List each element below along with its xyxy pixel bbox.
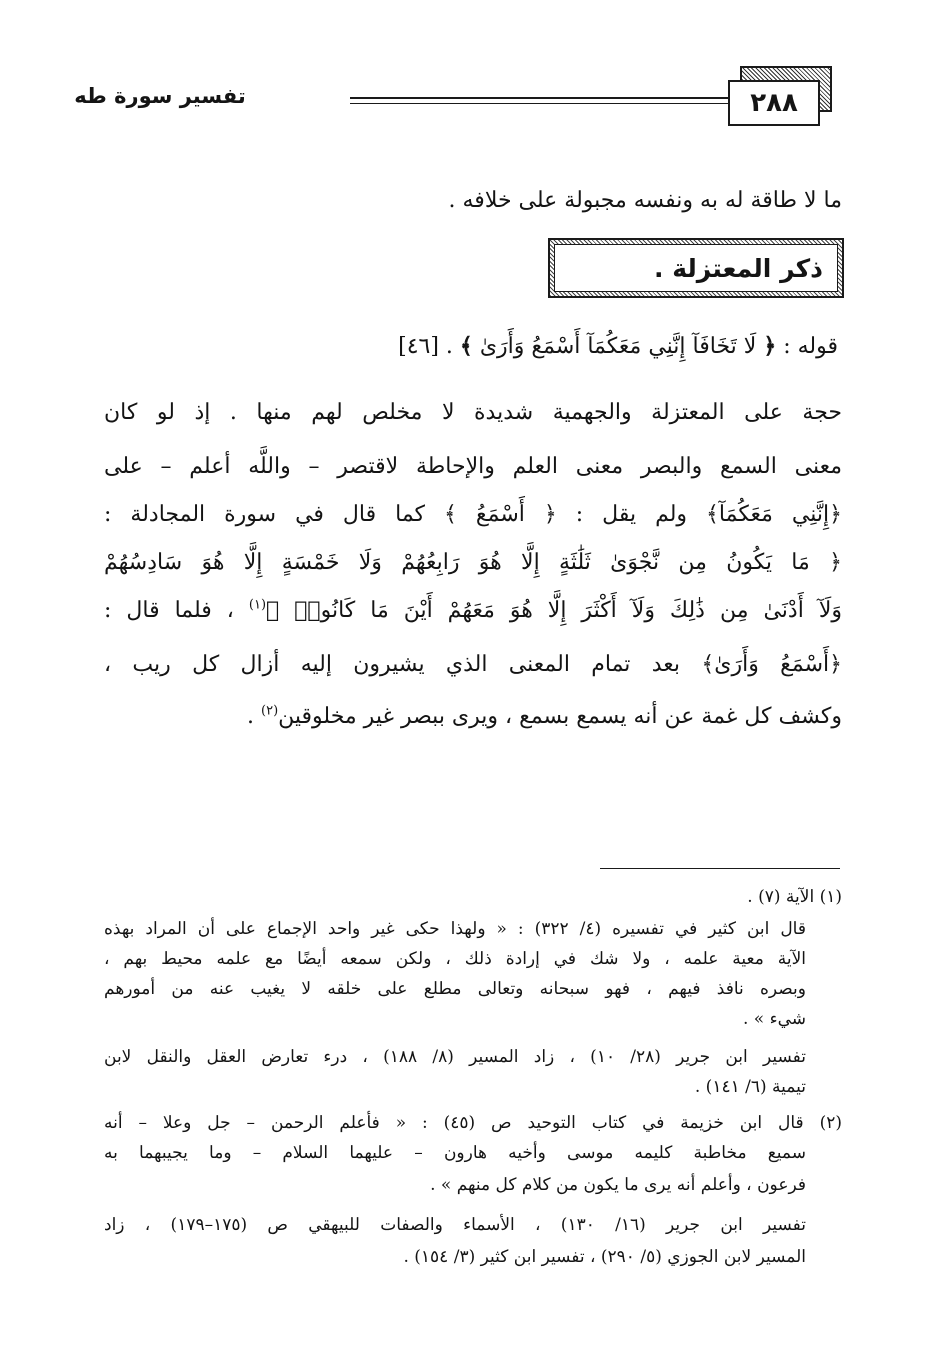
verse-close-bracket: ﴾	[459, 334, 473, 359]
paragraph-line-5-verse: وَلَآ أَدْنَىٰ مِن ذَٰلِكَ وَلَآ أَكْثَرَ إِلَّا هُوَ مَعَهُمْ أَيْنَ مَا كَانُوا۟ ﴾	[266, 598, 842, 623]
paragraph-line-4: ﴿ مَا يَكُونُ مِن نَّجْوَىٰ ثَلَٰثَةٍ إِلَّا هُوَ رَابِعُهُمْ وَلَا خَمْسَةٍ إِلَّا هُوَ سَادِسُهُمْ	[104, 550, 842, 575]
paragraph-line-7-text: وكشف كل غمة عن أنه يسمع بسمع ، ويرى ببصر غير مخلوقين	[278, 704, 842, 729]
verse-text: لَا تَخَافَآ إِنَّنِي مَعَكُمَآ أَسْمَعُ وَأَرَىٰ	[479, 334, 757, 359]
header-rule	[350, 97, 728, 99]
footnote-marker-1: (١)	[248, 597, 267, 613]
footnote-1-line-5: شيء » .	[742, 1009, 806, 1029]
footnote-1-line-3: الآية معية علمه ، ولا شك في إرادة ذلك ، ولكن سمعه أيضًا مع علمه محيط بهم ،	[104, 949, 806, 969]
body-line-1: ما لا طاقة له به ونفسه مجبولة على خلافه .	[448, 188, 842, 213]
paragraph-line-5	[104, 596, 842, 626]
paragraph-line-2: معنى السمع والبصر معنى العلم والإحاطة لاقتصر – واللَّه أعلم – على	[104, 454, 842, 479]
footnote-1-line-7: تيمية (٦/ ١٤١) .	[694, 1077, 806, 1097]
footnote-2-line-2: سميع مخاطبة كليمه موسى وأخيه هارون – عليهما السلام – وما يجيبهما به	[104, 1143, 806, 1163]
footnote-2-line-1: (٢) قال ابن خزيمة في كتاب التوحيد ص (٤٥) : « فأعلم الرحمن – جل وعلا – أنه	[104, 1113, 842, 1133]
running-title: تفسير سورة طه	[74, 84, 246, 108]
paragraph-line-1: حجة على المعتزلة والجهمية شديدة لا مخلص لهم منها . إذ لو كان	[104, 400, 842, 425]
footnote-1-line-1: (١) الآية (٧) .	[747, 887, 842, 907]
section-heading-inner	[554, 244, 838, 292]
paragraph-line-3: ﴿إِنَّنِي مَعَكُمَآ﴾ ولم يقل : ﴿ أَسْمَعُ ﴾ كما قال في سورة المجادلة :	[104, 502, 842, 527]
footnote-1-line-2: قال ابن كثير في تفسيره (٤/ ٣٢٢) : « ولهذا حكى غير واحد الإجماع على أن المراد بهذه	[104, 919, 806, 939]
verse-intro: قوله :	[783, 334, 838, 359]
footnote-2-line-4: تفسير ابن جرير (١٦/ ١٣٠) ، الأسماء والصفات للبيهقي ص (١٧٥–١٧٩) ، زاد	[104, 1215, 807, 1235]
page-number-box	[728, 80, 820, 126]
footnote-1-line-6: تفسير ابن جرير (٢٨/ ١٠) ، زاد المسير (٨/ ١٨٨) ، درء تعارض العقل والنقل لابن	[104, 1047, 806, 1067]
verse-open-bracket: ﴿	[763, 334, 777, 359]
page-number: ٢٨٨	[750, 88, 798, 118]
footnote-1-line-4: وبصره نافذ فيهم ، فهو سبحانه وتعالى مطلع على خلقه لا يغيب عنه من أمورهم	[104, 979, 806, 999]
header-rule-thin	[350, 103, 728, 104]
verse-reference: . [٤٦]	[398, 334, 453, 359]
footnote-marker-2: (٢)	[261, 703, 279, 719]
paragraph-line-7	[247, 702, 842, 732]
paragraph-line-6: ﴿أَسْمَعُ وَأَرَىٰ﴾ بعد تمام المعنى الذي يشيرون إليه أزال كل ريب ،	[104, 652, 842, 677]
verse-line	[398, 332, 838, 362]
paragraph-line-5-tail: ، فلما قال :	[104, 598, 234, 623]
footnote-2-line-3: فرعون ، وأعلم أنه يرى ما يكون من كلام كل منهم » .	[430, 1175, 806, 1195]
section-heading-box	[548, 238, 844, 298]
paragraph-line-7-end: .	[247, 704, 255, 729]
section-heading: ذكر المعتزلة .	[654, 253, 823, 283]
footnote-2-line-5: المسير لابن الجوزي (٥/ ٢٩٠) ، تفسير ابن كثير (٣/ ١٥٤) .	[403, 1247, 806, 1267]
footnote-rule	[600, 868, 840, 869]
